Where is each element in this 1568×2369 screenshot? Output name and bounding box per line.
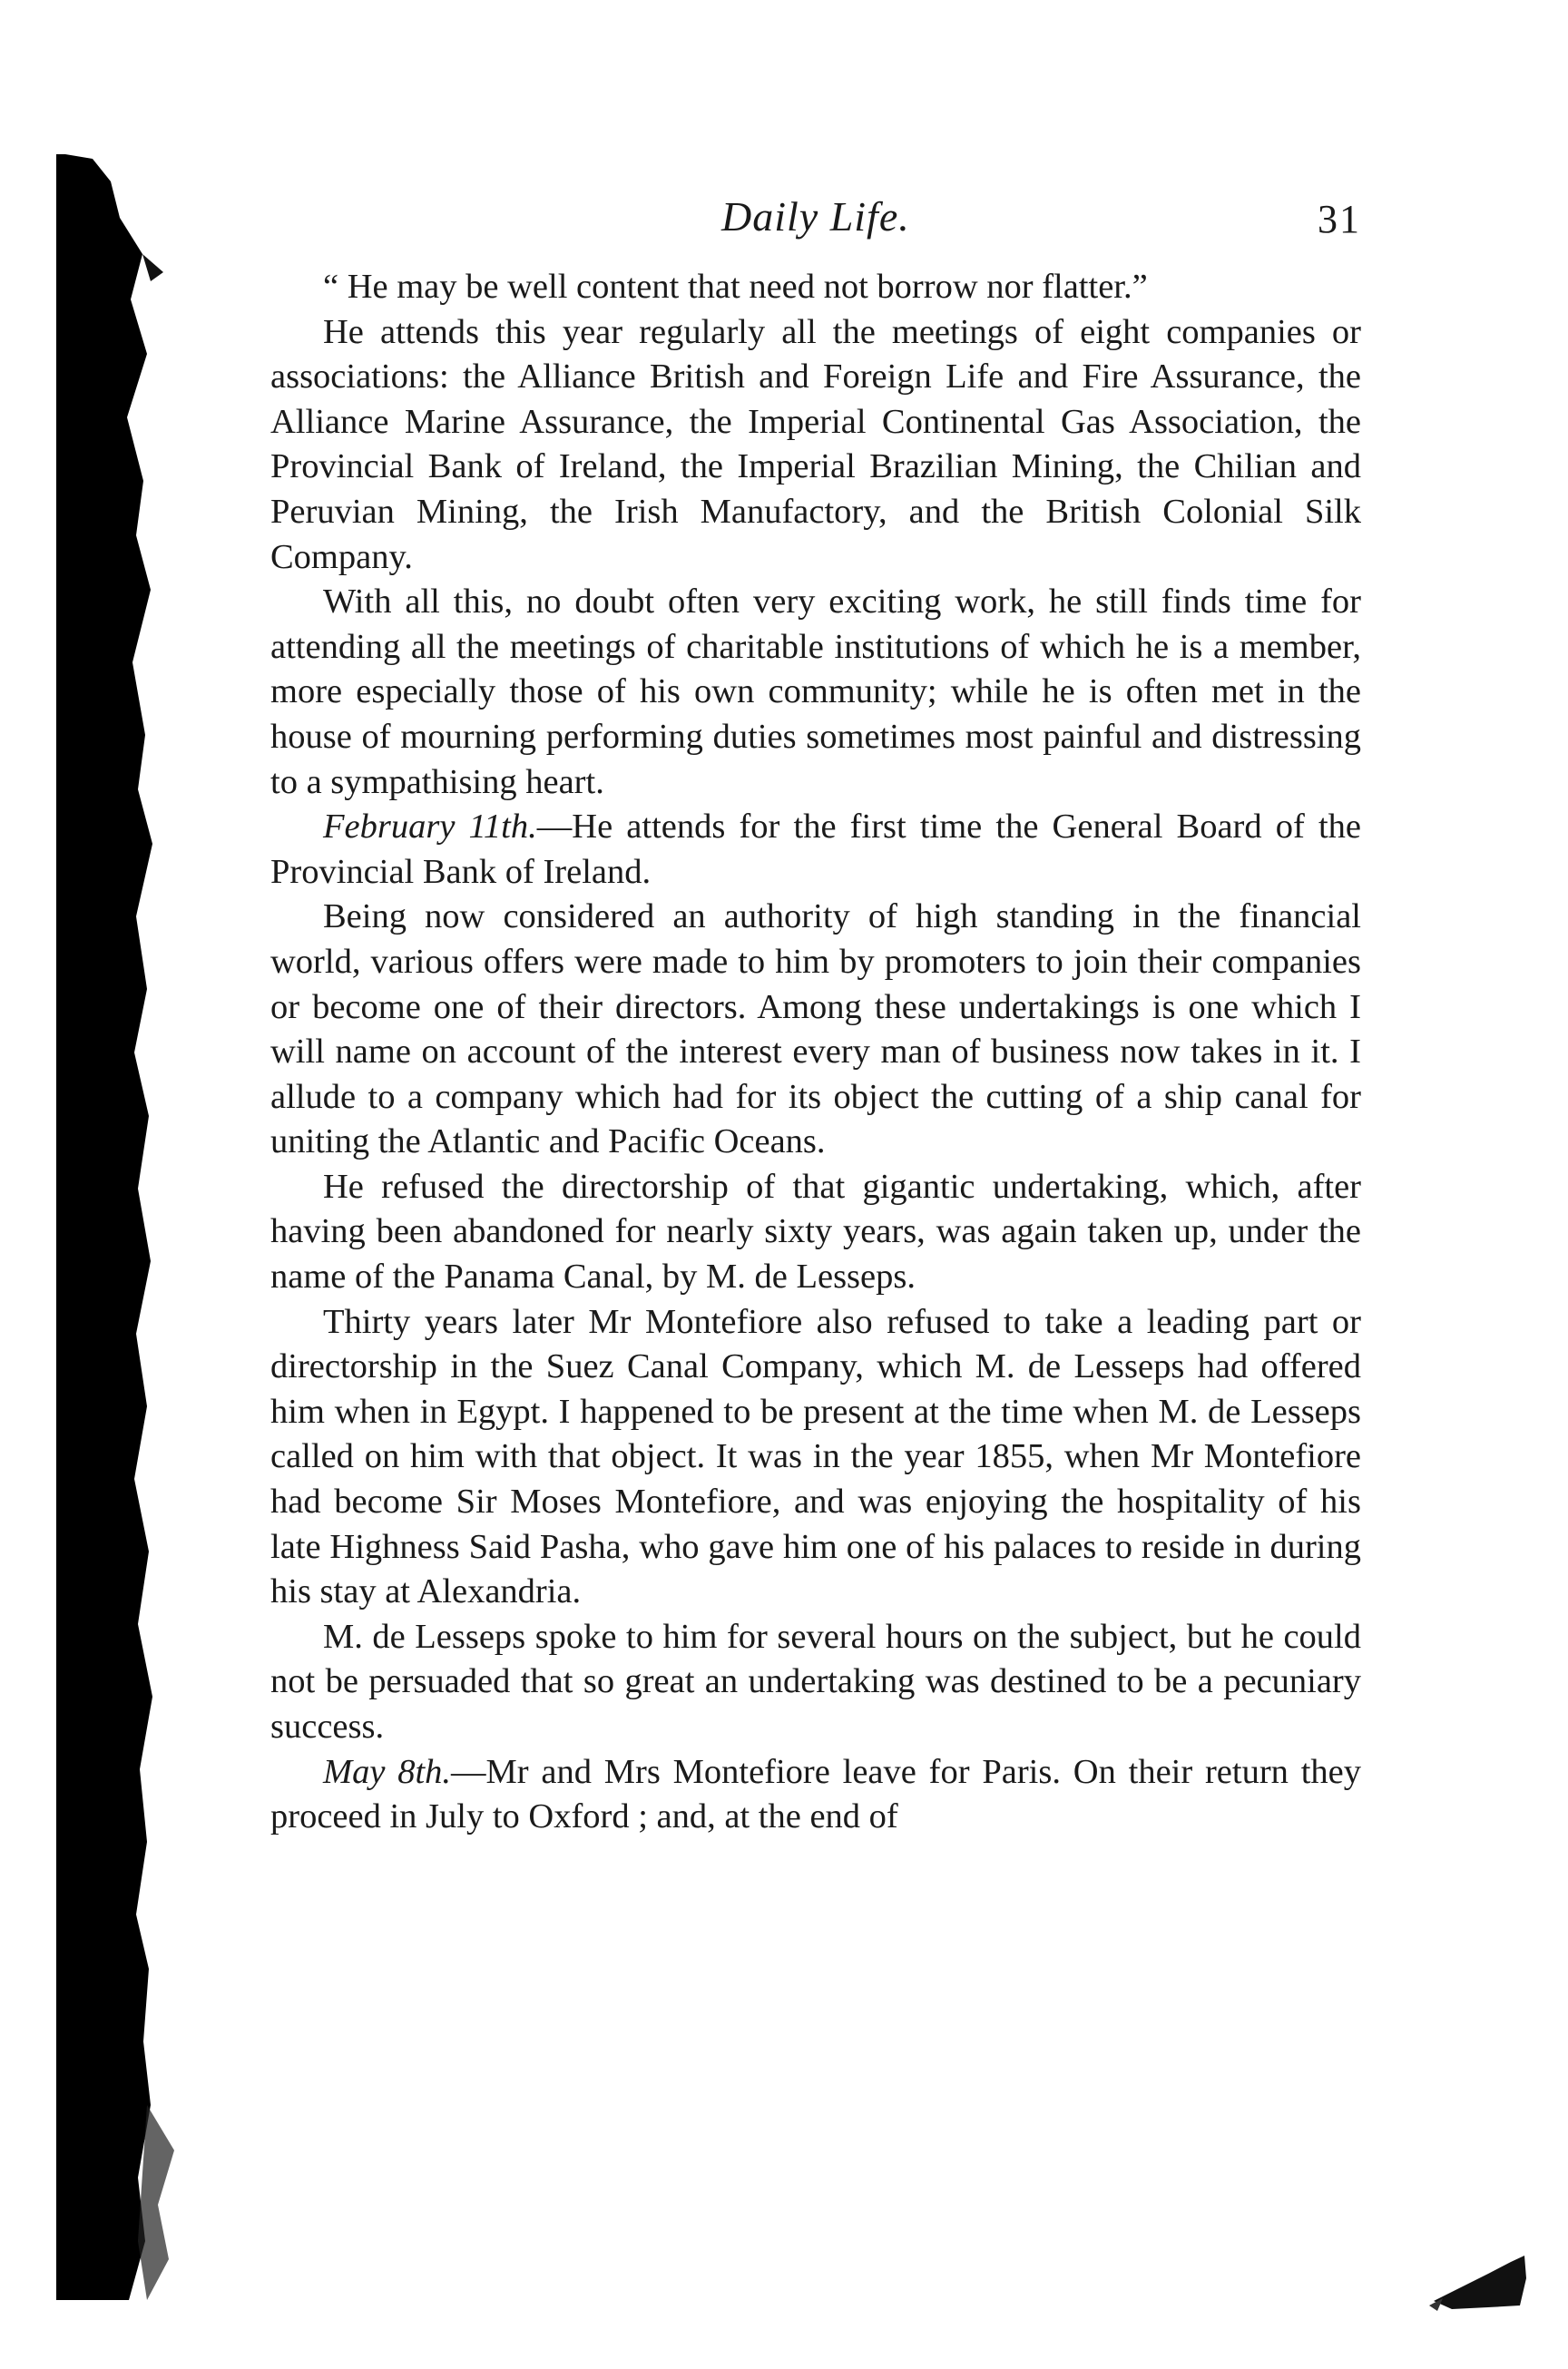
paragraph-offers: Being now considered an authority of high standing in the financial world, various offers were made to him by promoters to join their companies or become one of their directors. Among these undertakings is one which I will name on account of the interest every man of business now takes in it. I allude to a company which had for its object the cutting of a ship canal for uniting the Atlantic and Pacific Oceans. bbox=[270, 897, 1361, 1161]
binding-shadow bbox=[56, 154, 179, 2300]
paragraph-february-text: —He attends for the first time the General Board of the Provincial Bank of Ireland. bbox=[270, 808, 1361, 891]
paragraph-february bbox=[270, 805, 1361, 895]
paragraph-charity: With all this, no doubt often very exciting work, he still finds time for attending all the meetings of charitable institutions of which he is a member, more especially those of his own community; while he is often met in the house of mourning performing duties sometimes most painful and distressing to a sympathising heart. bbox=[270, 582, 1361, 801]
ink-blot-mark bbox=[1425, 2251, 1534, 2315]
paragraph-may bbox=[270, 1750, 1361, 1840]
page-number: 31 bbox=[1318, 197, 1361, 241]
paragraph-panama: He refused the directorship of that gigantic undertaking, which, after having been abandoned for nearly sixty years, was again taken up, under the name of the Panama Canal, by M. de Lesseps. bbox=[270, 1167, 1361, 1297]
body-text bbox=[270, 265, 1361, 1840]
paragraph-companies: He attends this year regularly all the meetings of eight companies or associations: the Alliance British and Foreign Life and Fire Assurance, the Alliance Marine Assurance, the Imperial Continental Gas Association, the Provincial Bank of Ireland, the Imperial Brazilian Mining, the Chilian and Peruvian Mining, the Irish Manufactory, and the British Colonial Silk Company. bbox=[270, 312, 1361, 576]
running-head bbox=[272, 192, 1361, 256]
paragraph-suez: Thirty years later Mr Montefiore also refused to take a leading part or directorship in the Suez Canal Company, which M. de Lesseps had offered him when in Egypt. I happened to be present at the time when M. de Lesseps called on him with that object. It was in the year 1855, when Mr Montefiore had become Sir Moses Montefiore, and was enjoying the hospitality of his late Highness Said Pasha, who gave him one of his palaces to reside in during his stay at Alexandria. bbox=[270, 1302, 1361, 1611]
paragraph-lesseps: M. de Lesseps spoke to him for several hours on the subject, but he could not be persuaded that so great an undertaking was destined to be a pecuniary success. bbox=[270, 1617, 1361, 1746]
paragraph-may-text: —Mr and Mrs Montefiore leave for Paris. On their return they proceed in July to Oxford ; and, at the end of bbox=[270, 1752, 1362, 1836]
date-may: May 8th. bbox=[323, 1752, 452, 1791]
date-february: February 11th. bbox=[323, 808, 537, 847]
paragraph-quote: “ He may be well content that need not borrow nor flatter.” bbox=[323, 268, 1148, 306]
running-title: Daily Life. bbox=[721, 193, 910, 240]
